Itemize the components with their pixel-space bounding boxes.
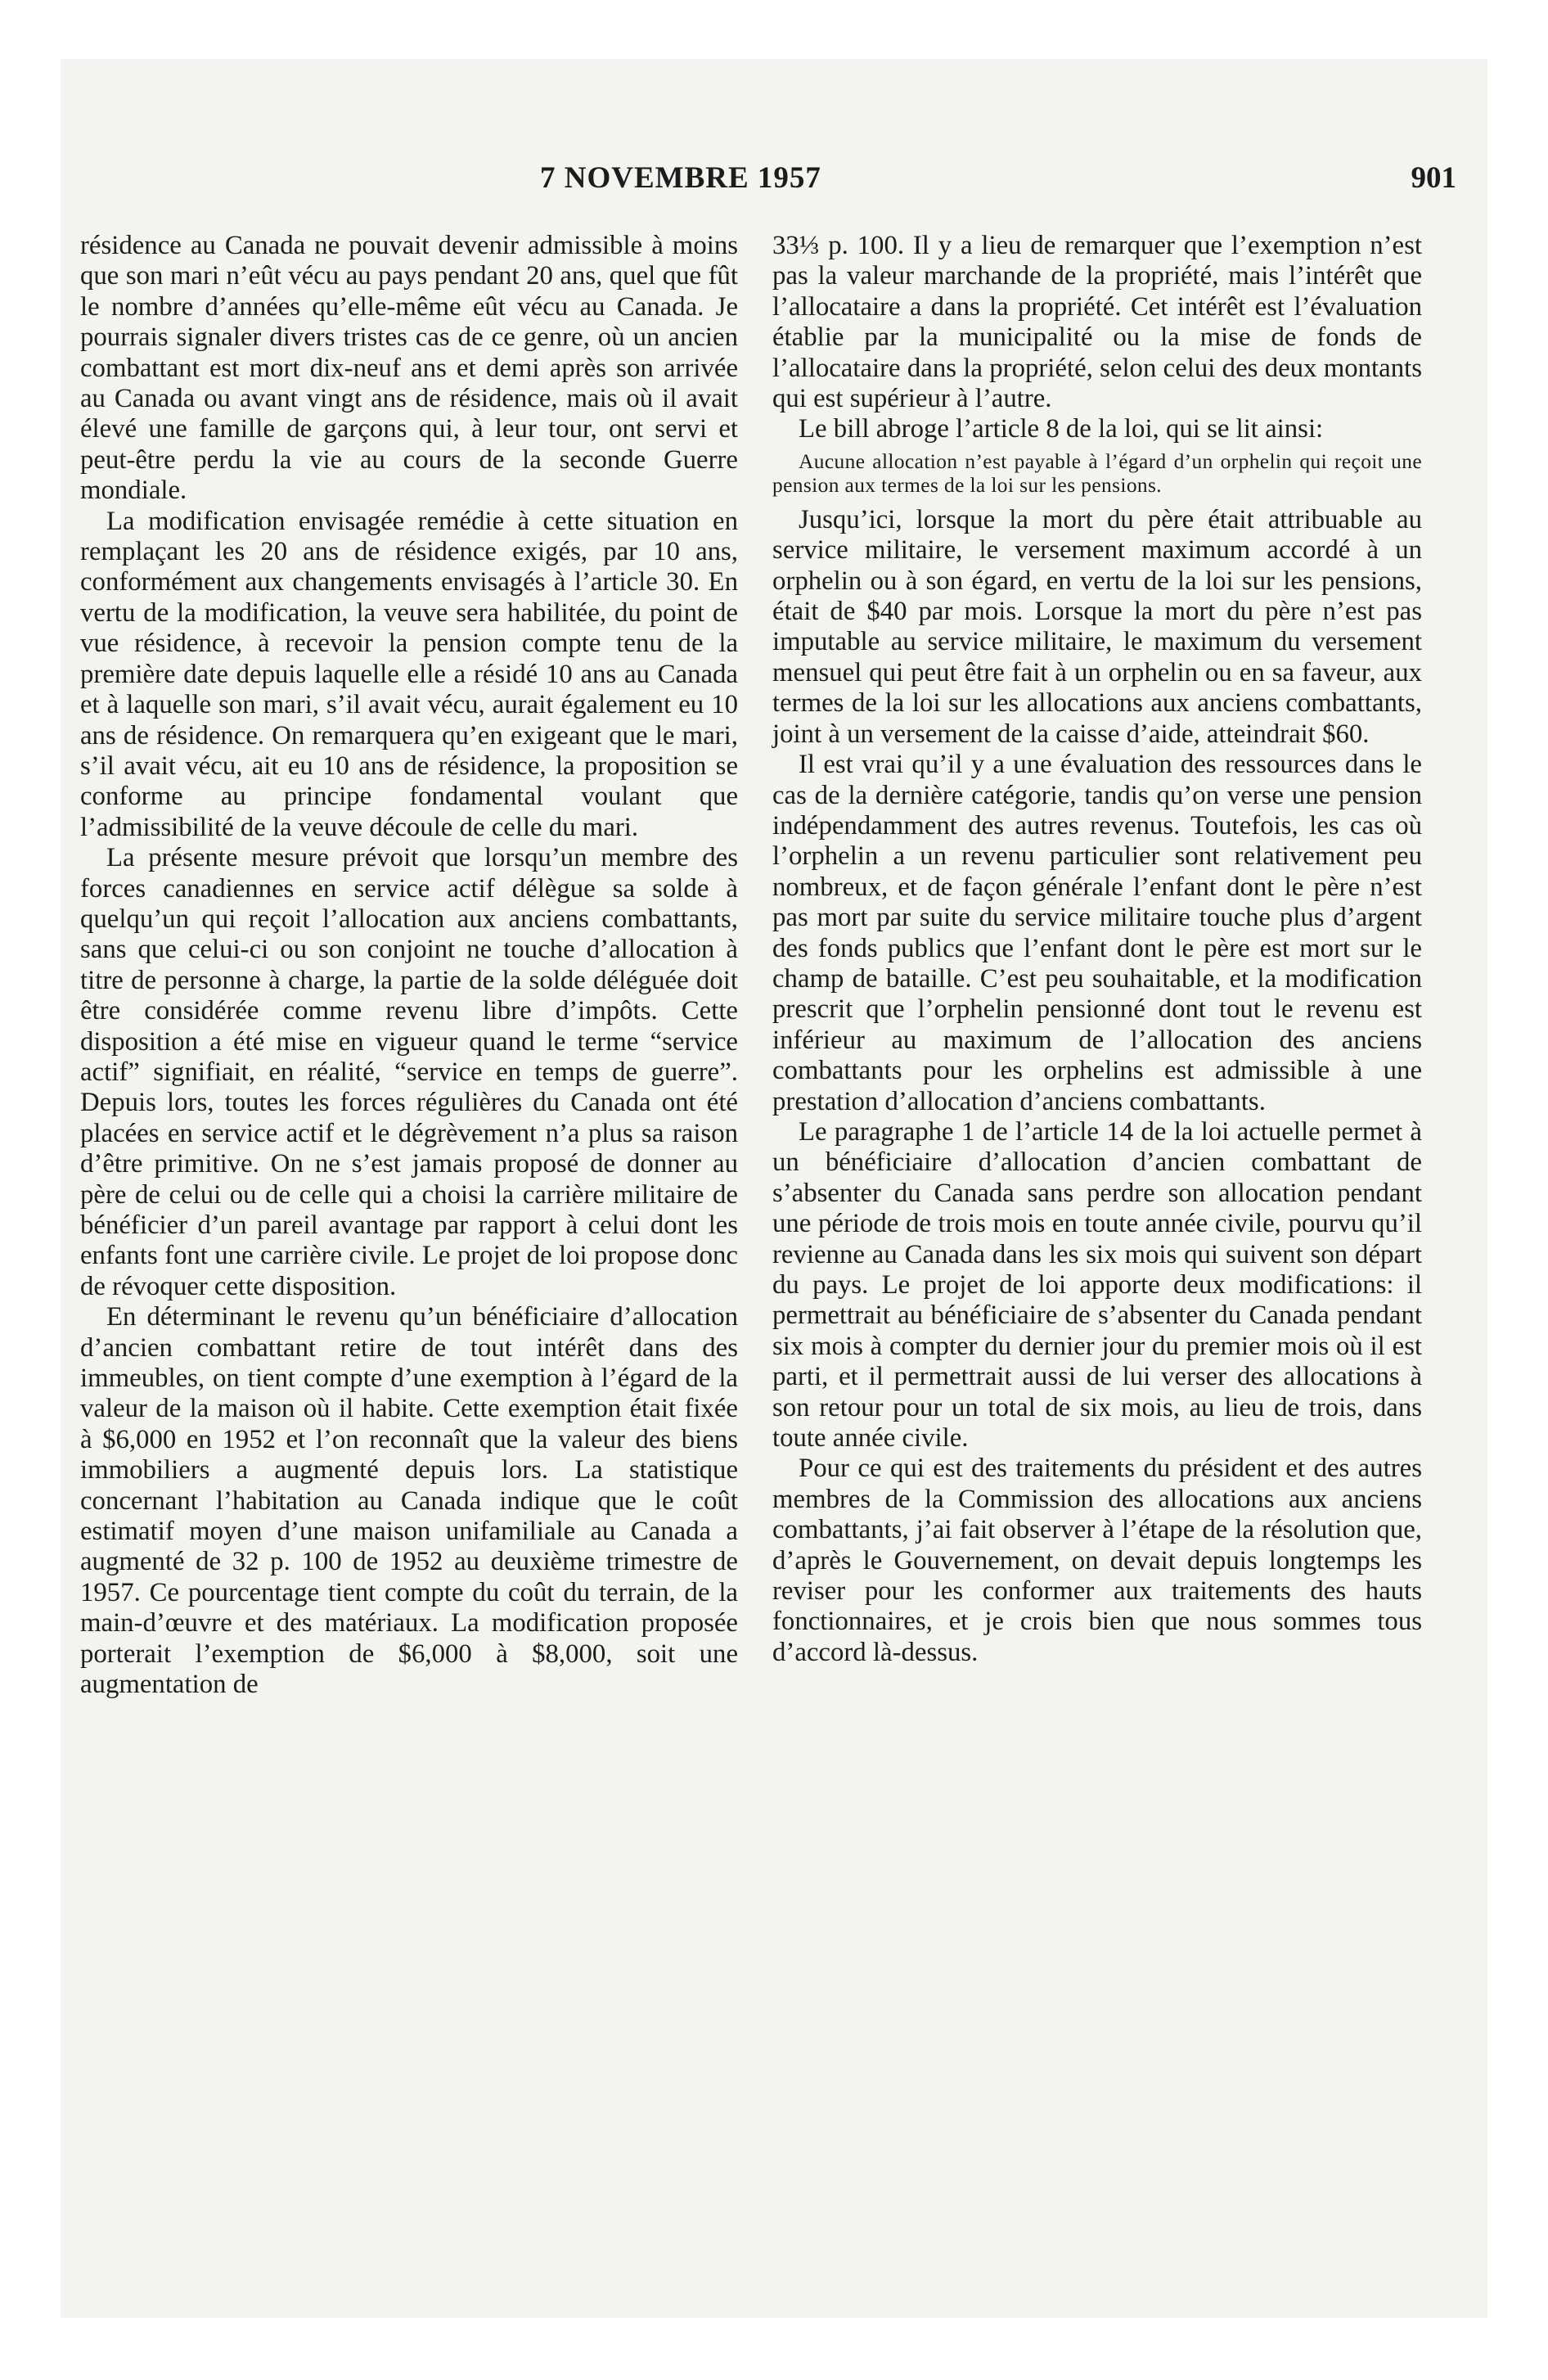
quoted-article-8: Aucune allocation n’est payable à l’égard d’un orphelin qui reçoit une pension aux termes de la loi sur les pensions. <box>772 449 1422 498</box>
paragraph-traitements: Pour ce qui est des traitements du président et des autres membres de la Commission des allocations aux anciens combattants, j’ai fait observer à l’étape de la résolution que, d’après le Gouvernement, on devait depuis longtemps les reviser pour les conformer aux traitements des hauts fonctionnaires, et je crois bien que nous sommes tous d’accord là-dessus. <box>772 1454 1422 1667</box>
left-column <box>80 231 738 1701</box>
paragraph-revenu: En déterminant le revenu qu’un bénéficiaire d’allocation d’ancien combattant retire de tout intérêt dans des immeubles, on tient compte d’une exemption à l’égard de la valeur de la maison où il habite. Cette exemption était fixée à $6,000 en 1952 et l’on reconnaît que la valeur des biens immobiliers a augmenté depuis lors. La statistique concernant l’habitation au Canada indique que le coût estimatif moyen d’une maison unifamiliale au Canada a augmenté de 32 p. 100 de 1952 au deuxième trimestre de 1957. Ce pourcentage tient compte du coût du terrain, de la main-d’œuvre et des matériaux. La modification proposée porterait l’exemption de $6,000 à $8,000, soit une augmentation de <box>80 1302 738 1700</box>
paragraph-mesure: La présente mesure prévoit que lorsqu’un membre des forces canadiennes en service actif délègue sa solde à quelqu’un qui reçoit l’allocation aux anciens combattants, sans que celui-ci ou son conjoint ne touche d’allocation à titre de personne à charge, la partie de la solde déléguée doit être considérée comme revenu libre d’impôts. Cette disposition a été mise en vigueur quand le terme “service actif” signifiait, en réalité, “service en temps de guerre”. Depuis lors, toutes les forces régulières du Canada ont été placées en service actif et le dégrèvement n’a plus sa raison d’être primitive. On ne s’est jamais proposé de donner au père de celui ou de celle qui a choisi la carrière militaire de bénéficier d’un pareil avantage par rapport à celui dont les enfants font une carrière civile. Le projet de loi propose donc de révoquer cette disposition. <box>80 843 738 1301</box>
page-date-header: 7 NOVEMBRE 1957 <box>540 161 821 195</box>
paragraph-residence: résidence au Canada ne pouvait devenir admissible à moins que son mari n’eût vécu au pays pendant 20 ans, quel que fût le nombre d’années qu’elle-même eût vécu au Canada. Je pourrais signaler divers tristes cas de ce genre, où un ancien combattant est mort dix-neuf ans et demi après son arrivée au Canada ou avant vingt ans de résidence, mais où il avait élevé une famille de garçons qui, à leur tour, ont servi et peut-être perdu la vie au cours de la seconde Guerre mondiale. <box>80 231 738 506</box>
paragraph-absence: Le paragraphe 1 de l’article 14 de la loi actuelle permet à un bénéficiaire d’allocation d’ancien combattant de s’absenter du Canada sans perdre son allocation pendant une période de trois mois en toute année civile, pourvu qu’il revienne au Canada dans les six mois qui suivent son départ du pays. Le projet de loi apporte deux modifications: il permettrait au bénéficiaire de s’absenter du Canada pendant six mois à compter du dernier jour du premier mois où il est parti, et il permettrait aussi de lui verser des allocations à son retour pour un total de six mois, au lieu de trois, dans toute année civile. <box>772 1116 1422 1454</box>
paragraph-modification: La modification envisagée remédie à cette situation en remplaçant les 20 ans de résidence exigés, par 10 ans, conformément aux changements envisagés à l’article 30. En vertu de la modification, la veuve sera habilitée, du point de vue résidence, à recevoir la pension compte tenu de la première date depuis laquelle elle a résidé 10 ans au Canada et à laquelle son mari, s’il avait vécu, aurait également eu 10 ans de résidence. On remarquera qu’en exigeant que le mari, s’il avait vécu, ait eu 10 ans de résidence, la proposition se conforme au principe fondamental voulant que l’admissibilité de la veuve découle de celle du mari. <box>80 506 738 842</box>
page-header <box>540 160 1456 201</box>
paragraph-bill: Le bill abroge l’article 8 de la loi, qui se lit ainsi: <box>799 414 1324 444</box>
paragraph-continuation: 33⅓ p. 100. Il y a lieu de remarquer que l’exemption n’est pas la valeur marchande de la propriété, mais l’intérêt que l’allocataire a dans la propriété. Cet intérêt est l’évaluation établie par la municipalité ou la mise de fonds de l’allocataire dans la propriété, selon celui des deux montants qui est supérieur à l’autre. <box>772 231 1422 414</box>
page-number: 901 <box>1411 161 1456 195</box>
paragraph-orphelin: Jusqu’ici, lorsque la mort du père était attribuable au service militaire, le versement maximum accordé à un orphelin ou à son égard, en vertu de la loi sur les pensions, était de $40 par mois. Lorsque la mort du père n’est pas imputable au service militaire, le maximum du versement mensuel qui peut être fait à un orphelin ou en sa faveur, aux termes de la loi sur les allocations aux anciens combattants, joint à un versement de la caisse d’aide, atteindrait $60. <box>772 504 1422 749</box>
right-column <box>772 231 1422 1668</box>
paragraph-ressources: Il est vrai qu’il y a une évaluation des ressources dans le cas de la dernière catégorie, tandis qu’on verse une pension indépendamment des autres revenus. Toutefois, les cas où l’orphelin a un revenu particulier sont relativement peu nombreux, et de façon générale l’enfant dont le père n’est pas mort par suite du service militaire touche plus d’argent des fonds publics que l’enfant dont le père est mort sur le champ de bataille. C’est peu souhaitable, et la modification prescrit que l’orphelin pensionné dont tout le revenu est inférieur au maximum de l’allocation des anciens combattants pour les orphelins est admissible à une prestation d’allocation d’anciens combattants. <box>772 750 1422 1116</box>
